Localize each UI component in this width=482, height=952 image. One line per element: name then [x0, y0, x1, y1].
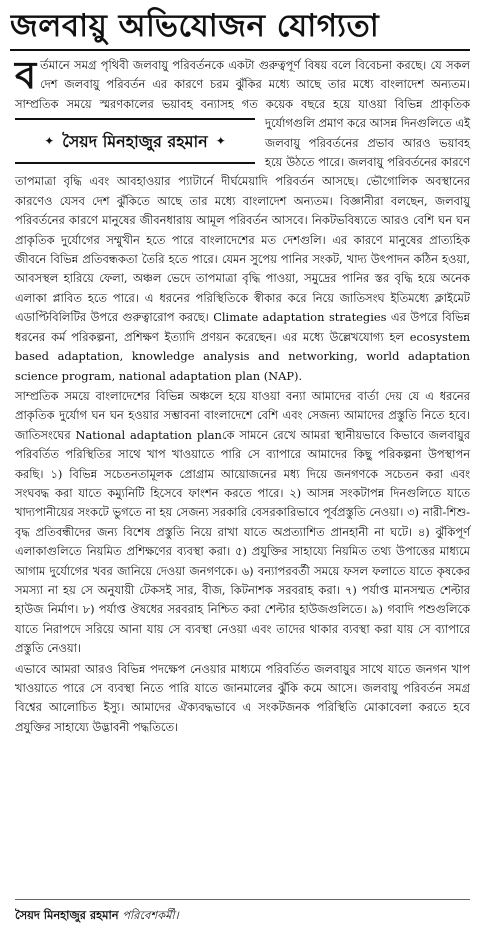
footer-divider [15, 899, 470, 900]
article-body [15, 53, 470, 738]
credit-author-name: সৈয়দ মিনহাজুর রহমান [15, 908, 119, 922]
credit-author-role: পরিবেশকর্মী। [122, 908, 179, 922]
paragraph-2: সাম্প্রতিক সময়ে বাংলাদেশের বিভিন্ন অঞ্চলে হয়ে যাওয়া বন্যা আমাদের বার্তা দেয় যে এ ধরনের প্রাকৃতিক দুর্যোগ ঘন ঘন হওয়ার সম্ভাবনা বাংলাদেশে বেশি এবং সেজন্য আমাদের প্রস্তুতি নিতে হবে। জাতিসংঘের National adaptation planকে সামনে রেখে আমরা স্থানীয়ভাবে কিভাবে জলবায়ুর পরিবর্তিত পরিস্থিতির সাথে খাপ খাওয়াতে পারি সে ব্যাপারে আমাদের কিছু পরিকল্পনা উপস্থাপন করছি। ১) বিভিন্ন সচেতনতামূলক প্রোগ্রাম আয়োজনের মধ্য দিয়ে জনগণকে সচেতন করা এবং সংঘবদ্ধ করা যাতে কম্যুনিটি হিসেবে ফাংশন করতে পারে। ২) আসন্ন সংকটাপন্ন দিনগুলিতে যাতে খাদ্যপানীয়ের সংকটে ভুগতে না হয় সেজন্য সরকারি বেসরকারিভাবে পূর্বপ্রস্তুতি নেওয়া। ৩) নারী-শিশু-বৃদ্ধ প্রতিবন্ধীদের জন্য বিশেষ প্রস্তুতি নিয়ে রাখা যাতে অপ্রত্যাশিত প্রানহানী না ঘটে। ৪) ঝুঁকিপূর্ণ এলাকাগুলিতে নিয়মিত প্রশিক্ষণের ব্যবস্থা করা। ৫) প্রযুক্তির সাহায্যে নিয়মিত তথ্য উপাত্তের মাধ্যমে আগাম দুর্যোগের খবর জানিয়ে দেওয়া জনগণকে। ৬) বন্যাপরবর্তী সময়ে ফসল ফলাতে যাতে কৃষকের সমস্যা না হয় সে অনুযায়ী টেকসই সার, বীজ, কিটনাশক সরবরাহ করা। ৭) পর্যাপ্ত মানসম্মত শেল্টার হাউজ নির্মাণ। ৮) পর্যাপ্ত ঔষধের সরবরাহ নিশ্চিত করা শেল্টার হাউজগুলিতে। ৯) গবাদি পশুগুলিকে যাতে নিরাপদে সরিয়ে আনা যায় সে ব্যবস্থা নেওয়া এবং তাদের থাকার ব্যবস্থা করা যায় সে ব্যাপারে প্রস্তুতি নেওয়া। [15, 388, 470, 656]
author-credit [15, 906, 470, 924]
author-byline-box [15, 118, 255, 164]
paragraph-1-text-a: র্তমানে সমগ্র পৃথিবী জলবায়ু পরিবর্তনকে একটা গুরুত্বপূর্ণ বিষয় বলে বিবেচনা করছে। যে সকল দেশ জলবায়ু পরিবর্তন এর কারণে চরম ঝুঁকির মধ্যে আছে তার মধ্যে বাংলাদেশ অন্যতম। সাম্প্রতিক সময়ে স্মরণকালের ভয়াবহ বন্যাসহ গত কয়েক বছরে হয়ে যাওয়া বিভিন্ন প্রাকৃতিক দুর্যোগগুলি প্রমাণ করে আসন্ন [15, 58, 470, 131]
paragraph-1-text-b: দিনগুলিতে এই জলবায়ু পরিবর্তনের প্রভাব আরও ভয়াবহ হয়ে উঠতে পারে। জলবায়ু পরিবর্তনের কারণে তাপমাত্রা বৃদ্ধি এবং আবহাওয়ার প্যাটার্নে দীর্ঘমেয়াদি পরিবর্তন আসছে। ভৌগোলিক অবস্থানের কারণেও যেসব দেশ ঝুঁকিতে আছে তার মধ্যে বাংলাদেশ অন্যতম। বিজ্ঞানীরা বলছেন, জলবায়ু পরিবর্তনের কারণে মানুষের জীবনধারায় আমূল পরিবর্তন আসবে। নিকটভবিষ্যতে আরও বেশি ঘন ঘন প্রাকৃতিক দুর্যোগের সম্মুখীন হতে পারে বাংলাদেশের মত দেশগুলি। এর কারণে মানুষের প্রাত্যহিক জীবনে বিভিন্ন প্রতিবন্ধকতা তৈরি হতে পারে। যেমন সুপেয় পানির সংকট, খাদ্য উৎপাদন কঠিন হওয়া, আবসস্থল হারিয়ে ফেলা, অঞ্চল ভেদে তাপমাত্রা বৃদ্ধি পাওয়া, সমুদ্রের পানির স্তর বৃদ্ধি হয়ে অনেক এলাকা প্লাবিত হতে পারে। এ ধরনের পরিস্থিতিকে স্বীকার করে নিয়ে জাতিসংঘ ইতিমধ্যে ক্লাইমেট এডাপ্টিবিলিটির উপরে গুরুত্বারোপ করছে। Climate adaptation strategies এর উপরে বিভিন্ন ধরনের কর্ম পরিকল্পনা, প্রশিক্ষণ ইত্যাদি প্রণয়ন করেছেন। এর মধ্যে উল্লেখযোগ্য হল ecosystem based adaptation, knowledge analysis and networking, world adaptation science program, national adaptation plan (NAP). [15, 116, 470, 383]
star-icon: ✦ [215, 133, 226, 148]
paragraph-3: এভাবে আমরা আরও বিভিন্ন পদক্ষেপ নেওয়ার মাধ্যমে পরিবর্তিত জলবায়ুর সাথে যাতে জনগন খাপ খাওয়াতে পারে সে ব্যবস্থা নিতে পারি যাতে জানমালের ঝুঁকি কমে আসে। জলবায়ু পরিবর্তন সমগ্র বিশ্বের আলোচিত ইস্যু। আমাদের ঐক্যবদ্ধভাবে এ সংকটজনক পরিস্থিতি মোকাবেলা করতে হবে প্রযুক্তির সাহায্যে উদ্ভাবনী পদ্ধতিতে। [15, 661, 470, 734]
paragraph-1 [15, 53, 470, 386]
star-icon: ✦ [44, 133, 55, 148]
drop-cap: ব [15, 53, 37, 97]
author-name: সৈয়দ মিনহাজুর রহমান [62, 131, 208, 151]
headline-divider [10, 49, 470, 51]
article-headline: জলবায়ু অভিযোজন যোগ্যতা [10, 8, 380, 44]
